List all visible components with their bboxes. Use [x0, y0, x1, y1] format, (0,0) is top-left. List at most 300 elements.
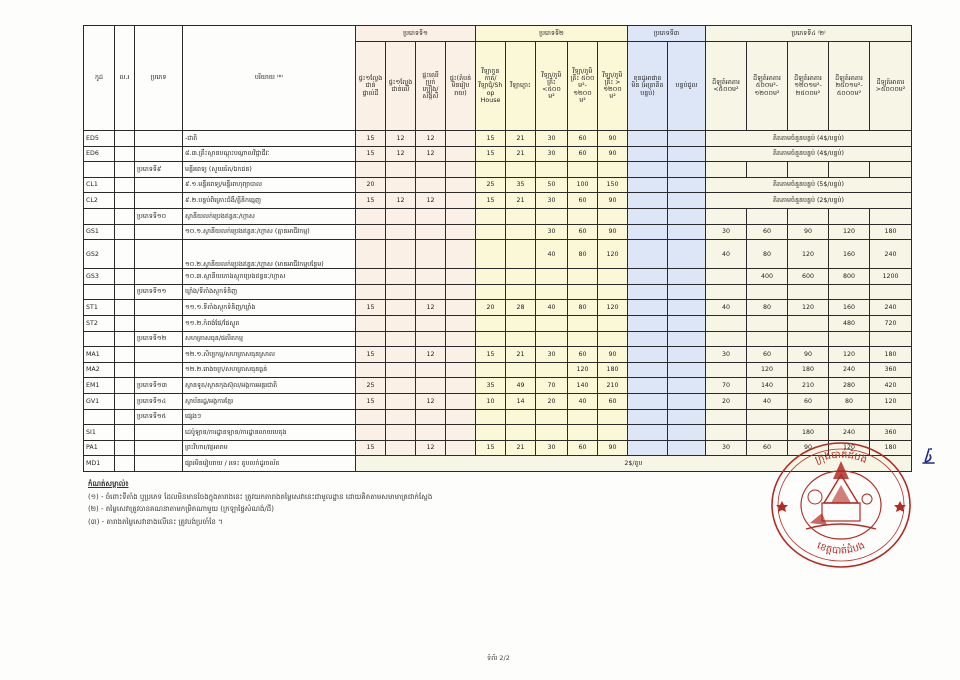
value-cell — [476, 409, 506, 425]
header-group-1: ប្រភេទទី១ — [356, 26, 476, 42]
row-lr — [115, 208, 135, 224]
table-row — [84, 300, 912, 316]
row-code: EM1 — [84, 378, 115, 394]
row-category — [135, 425, 183, 441]
value-cell — [706, 362, 747, 378]
value-cell — [668, 347, 706, 363]
row-description: ព្រះវិហារ/វត្តអារាម — [183, 440, 356, 456]
value-cell: 12 — [386, 193, 416, 209]
value-cell — [628, 131, 668, 147]
row-lr — [115, 177, 135, 193]
value-cell: 15 — [476, 193, 506, 209]
value-cell: 60 — [568, 347, 598, 363]
value-cell — [476, 269, 506, 285]
value-cell — [668, 315, 706, 331]
row-description: ផ្សេងៗ — [183, 409, 356, 425]
value-cell: 180 — [870, 224, 912, 240]
header-group-2: ប្រភេទទី២ — [476, 26, 628, 42]
value-cell — [788, 331, 829, 347]
value-cell — [747, 409, 788, 425]
value-cell: 140 — [747, 378, 788, 394]
value-cell — [706, 269, 747, 285]
table-row — [84, 315, 912, 331]
row-lr — [115, 393, 135, 409]
value-cell — [506, 362, 536, 378]
seal-text-bottom: ខេត្តបាត់ដំបង — [815, 540, 867, 557]
value-cell: 60 — [747, 347, 788, 363]
value-cell — [568, 269, 598, 285]
value-cell — [668, 378, 706, 394]
note-item: (៣) - តារាងតម្លៃសេវាខាងលើនេះ ត្រូវបង់ប្រចាំខែ ។ — [88, 517, 223, 526]
value-cell — [386, 315, 416, 331]
value-cell — [356, 269, 386, 285]
row-lr — [115, 456, 135, 472]
header-category: ប្រភេទ — [135, 26, 183, 131]
value-cell: 90 — [598, 131, 628, 147]
value-cell: 20 — [536, 393, 568, 409]
notes-section — [88, 478, 748, 528]
value-cell: 15 — [356, 347, 386, 363]
value-cell — [416, 269, 446, 285]
value-cell — [668, 440, 706, 456]
value-cell: 35 — [476, 378, 506, 394]
value-cell — [747, 315, 788, 331]
value-cell: 90 — [598, 193, 628, 209]
row-code: MA2 — [84, 362, 115, 378]
value-cell: 70 — [536, 378, 568, 394]
row-lr — [115, 193, 135, 209]
row-category — [135, 300, 183, 316]
value-cell: 49 — [506, 378, 536, 394]
value-cell: 180 — [788, 362, 829, 378]
row-lr — [115, 331, 135, 347]
value-cell — [386, 331, 416, 347]
row-description: ១១.១.ទីតាំងស្តុកទំនិញ/ឃ្លាំង — [183, 300, 356, 316]
table-row — [84, 425, 912, 441]
table-row — [84, 193, 912, 209]
value-cell — [446, 347, 476, 363]
value-cell — [668, 208, 706, 224]
value-cell — [476, 224, 506, 240]
value-cell — [706, 284, 747, 300]
value-cell: 210 — [788, 378, 829, 394]
value-cell — [416, 284, 446, 300]
value-cell — [788, 162, 829, 178]
header-g1-col: ផ្ទះ(តំបន់មិនរៀបរាយ) — [446, 42, 476, 131]
value-cell: 20 — [476, 300, 506, 316]
table-row — [84, 177, 912, 193]
value-cell — [870, 284, 912, 300]
value-cell: 210 — [598, 378, 628, 394]
row-category — [135, 224, 183, 240]
table-row — [84, 347, 912, 363]
note-item: (២) - តម្លៃសេវាត្រូវបានគណនាតាមកម្រិតណាមួយ (ក្រឡាផ្ទៃសំណង់/ដី) — [88, 505, 274, 513]
value-cell — [386, 362, 416, 378]
value-cell — [568, 425, 598, 441]
value-cell — [668, 284, 706, 300]
value-cell: 30 — [536, 193, 568, 209]
value-cell: 14 — [506, 393, 536, 409]
value-cell: 12 — [416, 347, 446, 363]
value-cell: 30 — [706, 440, 747, 456]
header-g1-col: ផ្ទះ១ល្វែងជាន់លើ — [386, 42, 416, 131]
value-cell: 160 — [829, 300, 870, 316]
value-cell — [568, 315, 598, 331]
value-cell — [668, 240, 706, 269]
value-cell — [506, 284, 536, 300]
value-cell: 28 — [506, 300, 536, 316]
value-cell — [416, 162, 446, 178]
value-cell: 80 — [568, 240, 598, 269]
value-cell: 15 — [356, 131, 386, 147]
row-category: ប្រភេទទី៩ — [135, 162, 183, 178]
value-cell — [568, 409, 598, 425]
row-description: ៨.៣.គ្រឹះស្ថានបណ្ដុះបណ្ដាលវិជ្ជាជីវៈ — [183, 146, 356, 162]
value-cell — [476, 208, 506, 224]
row-category — [135, 315, 183, 331]
value-cell: 40 — [568, 393, 598, 409]
value-cell: 80 — [747, 300, 788, 316]
value-cell — [386, 177, 416, 193]
value-cell — [446, 269, 476, 285]
value-cell — [747, 284, 788, 300]
value-cell: 60 — [747, 440, 788, 456]
value-cell — [476, 284, 506, 300]
value-cell: 40 — [706, 240, 747, 269]
value-cell — [506, 409, 536, 425]
value-cell: 60 — [568, 224, 598, 240]
row-code: GS3 — [84, 269, 115, 285]
value-cell: 90 — [598, 146, 628, 162]
value-cell — [446, 177, 476, 193]
value-cell: 120 — [598, 240, 628, 269]
value-cell — [446, 208, 476, 224]
value-cell — [356, 208, 386, 224]
value-cell — [416, 362, 446, 378]
value-cell — [870, 208, 912, 224]
row-category: ប្រភេទទី១០ — [135, 208, 183, 224]
value-cell: 180 — [870, 347, 912, 363]
row-description: -ជាតិ — [183, 131, 356, 147]
value-cell — [829, 331, 870, 347]
value-cell — [536, 162, 568, 178]
value-cell — [386, 208, 416, 224]
value-cell — [668, 177, 706, 193]
value-cell — [829, 208, 870, 224]
value-cell: 80 — [747, 240, 788, 269]
value-cell: 12 — [416, 146, 446, 162]
header-g4-col: ដីឡូត៍អាគារ >៥០០០ម² — [870, 42, 912, 131]
value-cell — [506, 240, 536, 269]
row-code — [84, 409, 115, 425]
value-cell — [706, 425, 747, 441]
value-cell — [506, 331, 536, 347]
row-code: MA1 — [84, 347, 115, 363]
row-lr — [115, 162, 135, 178]
row-lr — [115, 284, 135, 300]
table-row — [84, 131, 912, 147]
value-cell: 240 — [870, 240, 912, 269]
row-lr — [115, 146, 135, 162]
value-cell — [416, 378, 446, 394]
row-category — [135, 240, 183, 269]
header-g4-col: ដីឡូត៍អាគារ <៥០០ម² — [706, 42, 747, 131]
value-cell: 120 — [788, 240, 829, 269]
value-cell: 240 — [829, 362, 870, 378]
value-cell: 60 — [598, 393, 628, 409]
value-cell — [446, 378, 476, 394]
value-cell — [870, 409, 912, 425]
value-cell — [668, 300, 706, 316]
value-cell — [598, 409, 628, 425]
row-description: ១១.២.កំពង់ផែ/ផែស្ងួត — [183, 315, 356, 331]
fee-table — [83, 25, 912, 472]
value-cell: 360 — [870, 362, 912, 378]
value-cell — [536, 409, 568, 425]
value-cell: 160 — [829, 240, 870, 269]
value-cell: 90 — [788, 224, 829, 240]
value-cell: 21 — [506, 347, 536, 363]
value-cell — [747, 425, 788, 441]
row-span-note: 2$/តូប — [356, 456, 912, 472]
signature-mark — [920, 447, 936, 467]
row-description: មន្ទីរពេទ្យ (សួយឆ័ត/ឯកជន) — [183, 162, 356, 178]
value-cell: 30 — [706, 224, 747, 240]
value-cell — [568, 284, 598, 300]
header-g3-col: ខុនដូអាផាតមិន (អត្រាគិតបន្ទប់) — [628, 42, 668, 131]
table-row — [84, 409, 912, 425]
row-code: GV1 — [84, 393, 115, 409]
row-description: ឃ្លាំង/ទីតាំងស្តុកទំនិញ — [183, 284, 356, 300]
value-cell: 20 — [356, 177, 386, 193]
value-cell: 90 — [598, 440, 628, 456]
official-seal — [770, 441, 912, 569]
row-description: ស្ថានទូត/ស្ថានកុងស៊ុល/អង្គការអន្តរជាតិ — [183, 378, 356, 394]
value-cell — [598, 331, 628, 347]
value-cell: 120 — [829, 440, 870, 456]
value-cell — [788, 284, 829, 300]
header-g3-col: បន្ទប់ជួល — [668, 42, 706, 131]
value-cell: 90 — [598, 347, 628, 363]
value-cell — [628, 347, 668, 363]
value-cell — [829, 162, 870, 178]
value-cell — [386, 347, 416, 363]
row-description: ១០.១.ស្ថានីយលក់ប្រេងឥន្ធនៈ/ហ្គាស (គ្មានអាជីវកម្ម) — [183, 224, 356, 240]
value-cell — [536, 269, 568, 285]
value-cell: 12 — [416, 193, 446, 209]
value-cell — [628, 162, 668, 178]
value-cell — [536, 331, 568, 347]
value-cell: 21 — [506, 193, 536, 209]
value-cell — [386, 378, 416, 394]
header-group-4: ប្រភេទទី៤ ⁽២⁾ — [706, 26, 912, 42]
value-cell: 20 — [706, 393, 747, 409]
value-cell: 25 — [476, 177, 506, 193]
value-cell — [598, 315, 628, 331]
row-code: ED5 — [84, 131, 115, 147]
value-cell — [628, 284, 668, 300]
row-code: ED6 — [84, 146, 115, 162]
row-description: ១០.៣.ស្ថានីយកោងស្តុកប្រេងឥន្ធនៈ/ហ្គាស — [183, 269, 356, 285]
table-row — [84, 331, 912, 347]
value-cell: 12 — [416, 440, 446, 456]
value-cell — [668, 162, 706, 178]
value-cell: 60 — [568, 193, 598, 209]
value-cell — [598, 284, 628, 300]
row-description: ១០.២.ស្ថានីយលក់ប្រេងឥន្ធនៈ/ហ្គាស (មានអាជីវកម្មបន្ថែម) — [183, 240, 356, 269]
value-cell: 600 — [788, 269, 829, 285]
value-cell — [628, 193, 668, 209]
row-lr — [115, 240, 135, 269]
row-span-note: គិតតាមចំនួនបន្ទប់ (2$/បន្ទប់) — [706, 193, 912, 209]
value-cell — [386, 425, 416, 441]
seal-text-top: ក្រុងបាត់ដំបង — [813, 449, 869, 467]
value-cell — [476, 315, 506, 331]
value-cell — [628, 240, 668, 269]
value-cell: 21 — [506, 131, 536, 147]
value-cell — [628, 208, 668, 224]
value-cell: 21 — [506, 440, 536, 456]
value-cell — [706, 315, 747, 331]
value-cell — [386, 409, 416, 425]
notes-title: កំណត់សម្គាល់៖ — [88, 480, 129, 488]
value-cell: 15 — [356, 440, 386, 456]
row-category: ប្រភេទទី១២ — [135, 331, 183, 347]
table-row — [84, 208, 912, 224]
value-cell — [668, 224, 706, 240]
value-cell — [788, 315, 829, 331]
value-cell: 280 — [829, 378, 870, 394]
row-lr — [115, 362, 135, 378]
value-cell: 40 — [747, 393, 788, 409]
value-cell: 800 — [829, 269, 870, 285]
table-row — [84, 240, 912, 269]
value-cell — [476, 425, 506, 441]
value-cell: 720 — [870, 315, 912, 331]
value-cell — [628, 300, 668, 316]
row-description: ផ្សារមិនរៀបរាយ / រទេះ តូបលក់ដូរចល័ត — [183, 456, 356, 472]
value-cell: 100 — [568, 177, 598, 193]
value-cell: 120 — [829, 224, 870, 240]
value-cell — [386, 240, 416, 269]
value-cell: 140 — [568, 378, 598, 394]
value-cell: 120 — [829, 347, 870, 363]
value-cell — [747, 208, 788, 224]
row-code: PA1 — [84, 440, 115, 456]
value-cell: 12 — [386, 146, 416, 162]
value-cell: 15 — [476, 131, 506, 147]
value-cell — [788, 208, 829, 224]
header-g2-col: វីឡាភ្លោះ — [506, 42, 536, 131]
value-cell: 15 — [476, 347, 506, 363]
value-cell — [506, 425, 536, 441]
header-lr: ល.រ — [115, 26, 135, 131]
value-cell — [668, 362, 706, 378]
value-cell — [506, 269, 536, 285]
value-cell — [356, 362, 386, 378]
header-g1-col: ផ្ទះ១ល្វែងជាន់ផ្ទាល់ដី — [356, 42, 386, 131]
value-cell: 120 — [598, 300, 628, 316]
value-cell: 30 — [536, 131, 568, 147]
value-cell: 21 — [506, 146, 536, 162]
value-cell — [416, 177, 446, 193]
value-cell — [706, 331, 747, 347]
value-cell — [668, 146, 706, 162]
value-cell — [829, 409, 870, 425]
table-row — [84, 162, 912, 178]
value-cell — [386, 162, 416, 178]
table-row — [84, 284, 912, 300]
row-description: ដេប៉ូឡាន/ការដ្ឋានឡាន/ការដ្ឋានលាយបេតុង — [183, 425, 356, 441]
row-lr — [115, 378, 135, 394]
row-code: GS1 — [84, 224, 115, 240]
value-cell: 150 — [598, 177, 628, 193]
row-category — [135, 146, 183, 162]
value-cell — [628, 224, 668, 240]
row-category — [135, 362, 183, 378]
row-code: CL2 — [84, 193, 115, 209]
value-cell — [446, 393, 476, 409]
header-g4-col: ដីឡូត៍អាគារ ១២០១ម²- ២៥០០ម² — [788, 42, 829, 131]
svg-text:ខេត្តបាត់ដំបង — [815, 540, 867, 556]
value-cell: 90 — [598, 224, 628, 240]
value-cell — [628, 393, 668, 409]
value-cell — [870, 162, 912, 178]
value-cell — [416, 315, 446, 331]
header-g2-col: វីឡា/ភូមិគ្រឹះ > ១២០០ ម² — [598, 42, 628, 131]
note-item: (១) - ចំពោះទីតាំង ឬប្រភេទ ដែលមិនមានចែងក្នុងតារាងនេះ ត្រូវយកតារាងតម្លៃសេវានេះជាមូលដ្ឋាន ដោយគិតតាមសមាមាត្រជាក់ស្ដែង — [88, 492, 433, 501]
row-category: ប្រភេទទី១៣ — [135, 378, 183, 394]
value-cell — [356, 409, 386, 425]
row-description: ៩.១.មន្ទីរពេទ្យ/មន្ទីរពហុព្យាបាល — [183, 177, 356, 193]
value-cell — [668, 131, 706, 147]
page-number: ទំព័រ 2/2 — [487, 654, 510, 662]
value-cell — [446, 425, 476, 441]
value-cell — [446, 284, 476, 300]
value-cell — [628, 269, 668, 285]
value-cell: 35 — [506, 177, 536, 193]
value-cell — [706, 208, 747, 224]
value-cell: 120 — [788, 300, 829, 316]
value-cell — [476, 240, 506, 269]
value-cell — [706, 409, 747, 425]
value-cell — [446, 146, 476, 162]
row-lr — [115, 315, 135, 331]
value-cell — [568, 331, 598, 347]
value-cell — [628, 331, 668, 347]
header-g2-col: វីឡា/ភូមិគ្រឹះ <៥០០ ម² — [536, 42, 568, 131]
row-lr — [115, 224, 135, 240]
value-cell: 30 — [536, 224, 568, 240]
value-cell — [536, 362, 568, 378]
value-cell — [536, 208, 568, 224]
row-code — [84, 331, 115, 347]
value-cell — [668, 425, 706, 441]
value-cell — [416, 240, 446, 269]
value-cell — [446, 315, 476, 331]
value-cell — [628, 177, 668, 193]
value-cell: 15 — [476, 440, 506, 456]
value-cell — [356, 331, 386, 347]
value-cell: 80 — [829, 393, 870, 409]
row-code: ST2 — [84, 315, 115, 331]
value-cell — [446, 440, 476, 456]
value-cell — [416, 409, 446, 425]
row-description: ស្ថាប័នរដ្ឋ/អង្គការខ្មែរ — [183, 393, 356, 409]
value-cell — [598, 425, 628, 441]
header-g1-col: ផ្ទះឈើប្រក់ក្បឿង/ស័ង្កសី — [416, 42, 446, 131]
value-cell — [506, 315, 536, 331]
